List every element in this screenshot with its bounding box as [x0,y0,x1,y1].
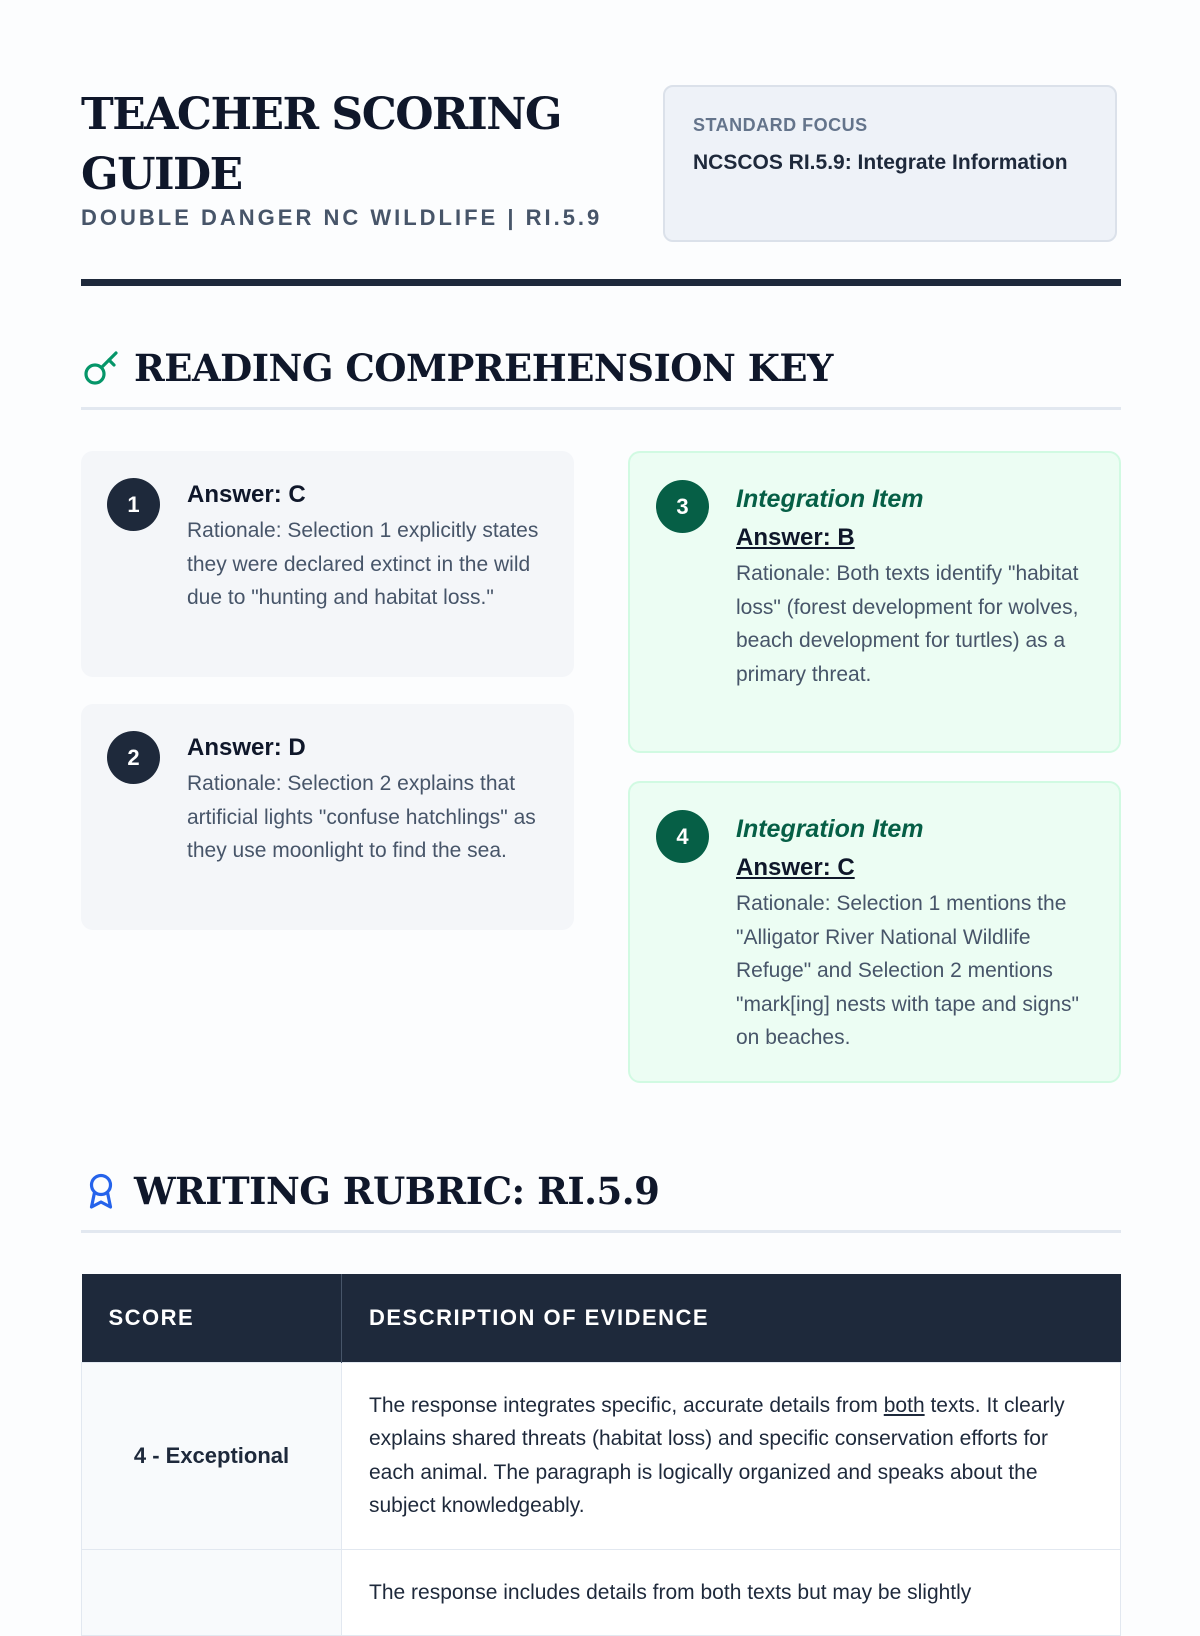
question-number-badge: 3 [656,480,709,533]
reading-key-heading: READING COMPREHENSION KEY [134,346,833,390]
rationale-text: Rationale: Selection 1 explicitly states they were declared extinct in the wild due to "hunting and habitat loss." [187,519,539,609]
column-header-description: DESCRIPTION OF EVIDENCE [342,1274,1121,1362]
rationale-text: Rationale: Selection 1 mentions the "Alligator River National Wildlife Refuge" and Selection 2 mentions "mark[ing] nests with tape and signs" on beaches. [736,892,1079,1049]
answer-card-2 [81,704,574,930]
question-number-badge: 1 [107,478,160,531]
rationale-text: Rationale: Both texts identify "habitat loss" (forest development for wolves, beach development for turtles) as a primary threat. [736,562,1079,686]
award-ribbon-icon [81,1171,121,1211]
standard-focus-text: NCSCOS RI.5.9: Integrate Information [693,151,1068,174]
question-number-badge: 4 [656,810,709,863]
rubric-table [81,1274,1121,1636]
answer-card-4 [628,781,1121,1083]
score-cell [82,1549,342,1636]
description-text: The response integrates specific, accurate details from [369,1393,884,1417]
page-title: TEACHER SCORING GUIDE [81,89,561,200]
answer-card-3 [628,451,1121,753]
rationale-text: Rationale: Selection 2 explains that artificial lights "confuse hatchlings" as they use moonlight to find the sea. [187,772,536,862]
description-cell [342,1362,1121,1549]
table-row [82,1549,1121,1636]
writing-rubric-section-heading [81,1161,1121,1221]
header-divider [81,279,1121,286]
description-text: The response includes details from both texts but may be slightly [369,1580,972,1604]
answer-text: Answer: C [736,854,855,881]
integration-item-label: Integration Item [736,485,924,513]
answer-text: Answer: D [187,734,306,761]
question-number-badge: 2 [107,731,160,784]
column-header-score: SCORE [82,1274,342,1362]
section-divider [81,1230,1121,1233]
description-text: texts. It clearly explains shared threats (habitat loss) and specific conservation efforts for each animal. The paragraph is logically organized and speaks about the subject knowledgeably. [369,1393,1065,1517]
page-subtitle: DOUBLE DANGER NC WILDLIFE | RI.5.9 [81,205,603,230]
answer-card-1 [81,451,574,677]
standard-focus-box [663,85,1117,242]
reading-key-section-heading [81,338,1121,398]
table-row [82,1362,1121,1549]
description-cell [342,1549,1121,1636]
key-icon [81,348,121,388]
answer-text: Answer: B [736,524,855,551]
header [81,85,1121,245]
writing-rubric-heading: WRITING RUBRIC: RI.5.9 [134,1169,660,1213]
standard-focus-label: STANDARD FOCUS [693,115,868,135]
answer-text: Answer: C [187,481,306,508]
integration-item-label: Integration Item [736,815,924,843]
score-cell: 4 - Exceptional [82,1362,342,1549]
description-emphasis: both [883,1393,925,1417]
rubric-header-row [82,1274,1121,1362]
section-divider [81,407,1121,410]
